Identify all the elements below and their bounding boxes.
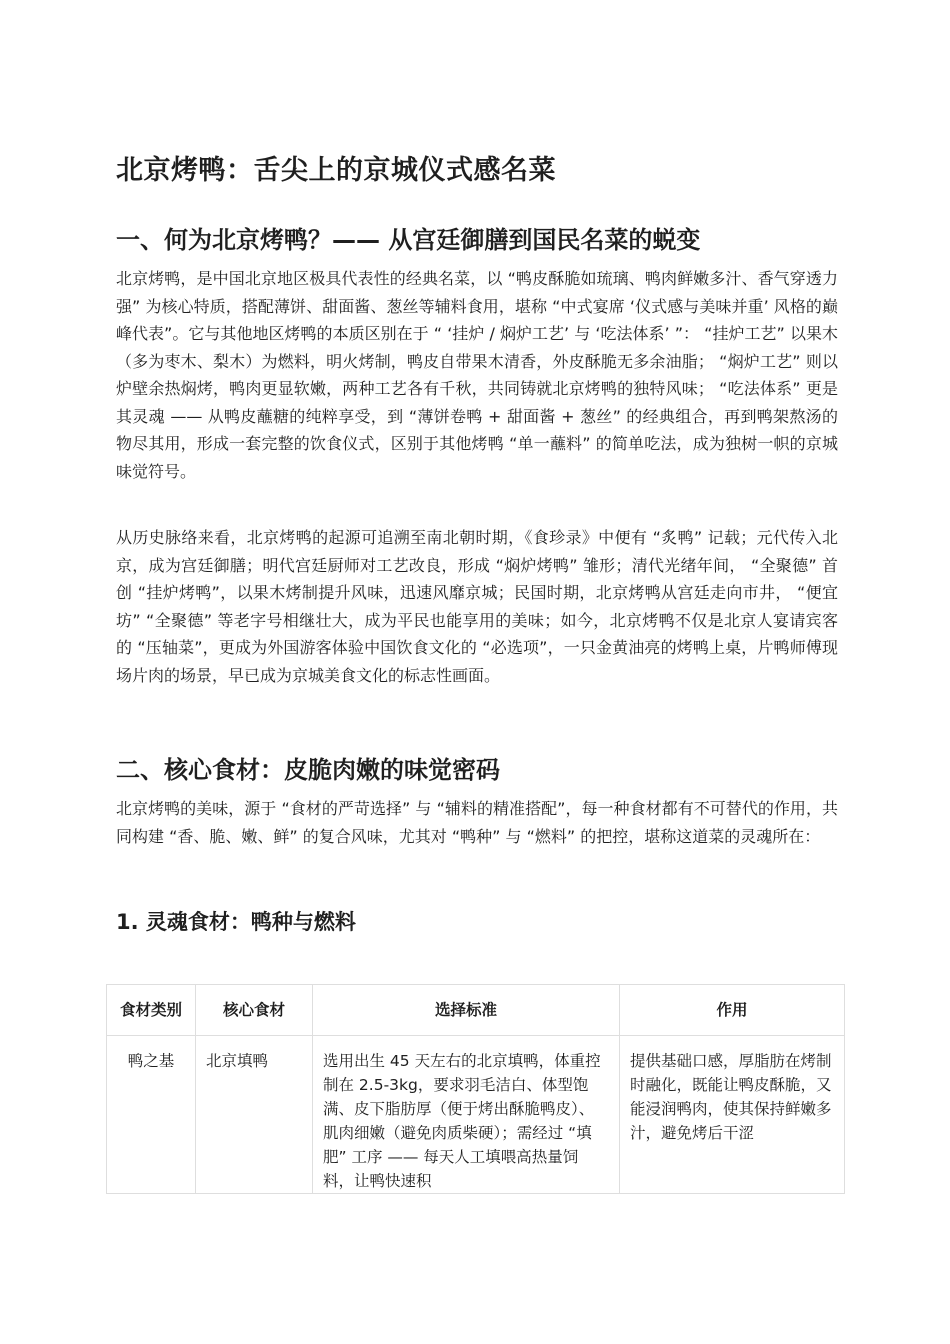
section-1-heading: 一、何为北京烤鸭？—— 从宫廷御膳到国民名菜的蜕变 [116, 226, 701, 254]
section-2-paragraph-1: 北京烤鸭的美味，源于 “食材的严苛选择” 与 “辅料的精准搭配”，每一种食材都有不可替代的作用，共同构建 “香、脆、嫩、鲜” 的复合风味，尤其对 “鸭种” 与 “燃料” 的把控，堪称这道菜的灵魂所在： [116, 799, 838, 846]
cell-text: 北京填鸭 [206, 1052, 269, 1070]
table-header-effect: 作用 [620, 985, 845, 1036]
table-header-row [107, 985, 845, 1036]
table-cell-effect [620, 1036, 845, 1194]
table-header-category: 食材类别 [107, 985, 196, 1036]
section-2-heading: 二、核心食材：皮脆肉嫩的味觉密码 [116, 756, 500, 784]
section-1-paragraph-1: 北京烤鸭，是中国北京地区极具代表性的经典名菜，以 “鸭皮酥脆如琉璃、鸭肉鲜嫩多汁、香气穿透力强” 为核心特质，搭配薄饼、甜面酱、葱丝等辅料食用，堪称 “中式宴席 ‘仪式感与美味并重’ 风格的巅峰代表”。它与其他地区烤鸭的本质区别在于 “ ‘挂炉 / 焖炉工艺’ 与 ‘吃法体系’ ”： “挂炉工艺” 以果木（多为枣木、梨木）为燃料，明火烤制，鸭皮自带果木清香，外皮酥脆无多余油脂； “焖炉工艺” 则以炉壁余热焖烤，鸭肉更显软嫩，两种工艺各有千秋，共同铸就北京烤鸭的独特风味； “吃法体系” 更是其灵魂 —— 从鸭皮蘸糖的纯粹享受，到 “薄饼卷鸭 + 甜面酱 + 葱丝” 的经典组合，再到鸭架熬汤的物尽其用，形成一套完整的饮食仪式，区别于其他烤鸭 “单一蘸料” 的简单吃法，成为独树一帜的京城味觉符号。 [116, 269, 838, 481]
table-header-ingredient: 核心食材 [196, 985, 313, 1036]
cell-text: 提供基础口感，厚脂肪在烤制时融化，既能让鸭皮酥脆，又能浸润鸭肉，使其保持鲜嫩多汁，避免烤后干涩 [630, 1052, 832, 1142]
ingredients-table [106, 984, 845, 1194]
table-header-standard: 选择标准 [313, 985, 620, 1036]
table-cell-standard [313, 1036, 620, 1194]
cell-text: 鸭之基 [127, 1052, 175, 1070]
section-1-paragraph-2: 从历史脉络来看，北京烤鸭的起源可追溯至南北朝时期，《食珍录》中便有 “炙鸭” 记载；元代传入北京，成为宫廷御膳；明代宫廷厨师对工艺改良，形成 “焖炉烤鸭” 雏形；清代光绪年间， “全聚德” 首创 “挂炉烤鸭”，以果木烤制提升风味，迅速风靡京城；民国时期，北京烤鸭从宫廷走向市井， “便宜坊” “全聚德” 等老字号相继壮大，成为平民也能享用的美味；如今，北京烤鸭不仅是北京人宴请宾客的 “压轴菜”，更成为外国游客体验中国饮食文化的 “必选项”，一只金黄油亮的烤鸭上桌，片鸭师傅现场片肉的场景，早已成为京城美食文化的标志性画面。 [116, 528, 838, 685]
document-title: 北京烤鸭：舌尖上的京城仪式感名菜 [116, 155, 556, 186]
cell-text: 选用出生 45 天左右的北京填鸭，体重控制在 2.5-3kg，要求羽毛洁白、体型饱满、皮下脂肪厚（便于烤出酥脆鸭皮）、肌肉细嫩（避免肉质柴硬）；需经过 “填肥” 工序 —— 每天人工填喂高热量饲料，让鸭快速积 [323, 1052, 601, 1190]
subsection-1-heading: 1. 灵魂食材：鸭种与燃料 [116, 910, 356, 934]
table-row [107, 1036, 845, 1194]
table-cell-ingredient [196, 1036, 313, 1194]
table-cell-category [107, 1036, 196, 1194]
